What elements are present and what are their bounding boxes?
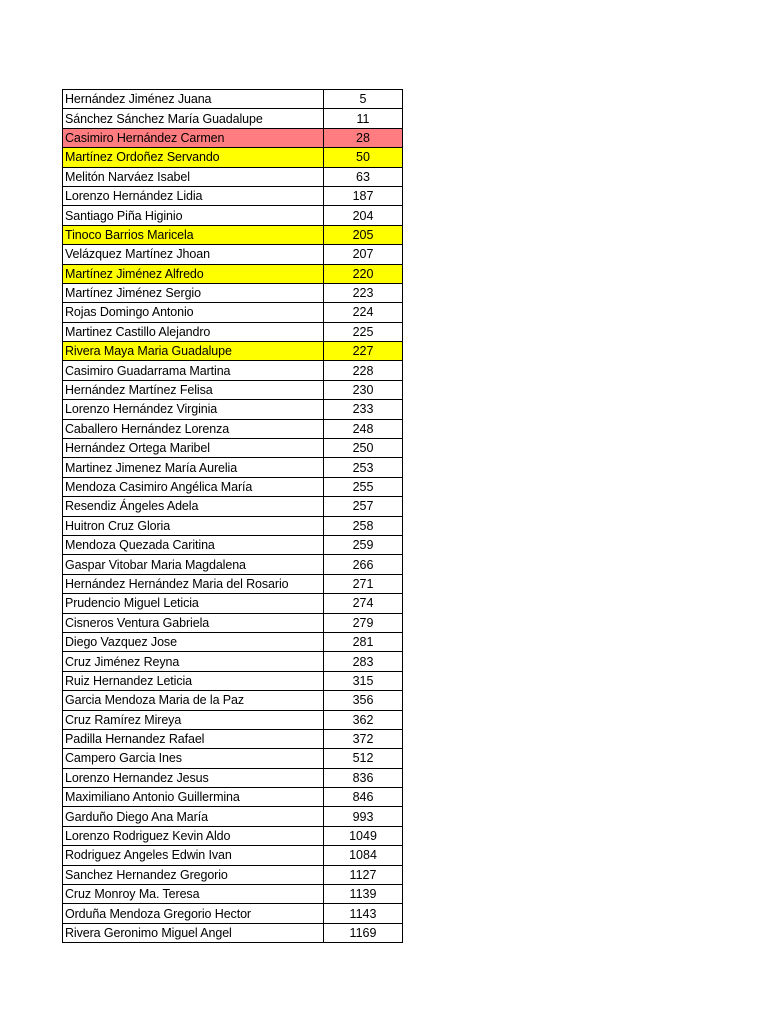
table-row xyxy=(63,788,403,807)
name-cell[interactable]: Caballero Hernández Lorenza xyxy=(63,419,324,438)
name-cell[interactable]: Velázquez Martínez Jhoan xyxy=(63,245,324,264)
number-cell[interactable]: 187 xyxy=(324,186,403,205)
table-row xyxy=(63,148,403,167)
table-row xyxy=(63,322,403,341)
names-table-body xyxy=(63,90,403,943)
table-row xyxy=(63,807,403,826)
name-cell[interactable]: Gaspar Vitobar Maria Magdalena xyxy=(63,555,324,574)
table-row xyxy=(63,613,403,632)
number-cell[interactable]: 258 xyxy=(324,516,403,535)
name-cell[interactable]: Santiago Piña Higinio xyxy=(63,206,324,225)
number-cell[interactable]: 207 xyxy=(324,245,403,264)
name-cell[interactable]: Sanchez Hernandez Gregorio xyxy=(63,865,324,884)
names-table xyxy=(62,89,403,943)
table-row xyxy=(63,128,403,147)
name-cell[interactable]: Lorenzo Hernández Virginia xyxy=(63,400,324,419)
number-cell[interactable]: 255 xyxy=(324,477,403,496)
name-cell[interactable]: Rojas Domingo Antonio xyxy=(63,303,324,322)
name-cell[interactable]: Martínez Jiménez Sergio xyxy=(63,283,324,302)
name-cell[interactable]: Garduño Diego Ana María xyxy=(63,807,324,826)
table-row xyxy=(63,652,403,671)
table-row xyxy=(63,225,403,244)
number-cell[interactable]: 253 xyxy=(324,458,403,477)
name-cell[interactable]: Cruz Ramírez Mireya xyxy=(63,710,324,729)
number-cell[interactable]: 205 xyxy=(324,225,403,244)
table-row xyxy=(63,865,403,884)
table-row xyxy=(63,439,403,458)
table-row xyxy=(63,749,403,768)
number-cell[interactable]: 50 xyxy=(324,148,403,167)
number-cell[interactable]: 224 xyxy=(324,303,403,322)
table-row xyxy=(63,303,403,322)
name-cell[interactable]: Padilla Hernandez Rafael xyxy=(63,729,324,748)
name-cell[interactable]: Sánchez Sánchez María Guadalupe xyxy=(63,109,324,128)
number-cell[interactable]: 1143 xyxy=(324,904,403,923)
number-cell[interactable]: 228 xyxy=(324,361,403,380)
table-row xyxy=(63,497,403,516)
name-cell[interactable]: Mendoza Casimiro Angélica María xyxy=(63,477,324,496)
name-cell[interactable]: Cruz Jiménez Reyna xyxy=(63,652,324,671)
name-cell[interactable]: Casimiro Hernández Carmen xyxy=(63,128,324,147)
table-row xyxy=(63,400,403,419)
table-row xyxy=(63,361,403,380)
name-cell[interactable]: Garcia Mendoza Maria de la Paz xyxy=(63,691,324,710)
name-cell[interactable]: Ruiz Hernandez Leticia xyxy=(63,671,324,690)
number-cell[interactable]: 250 xyxy=(324,439,403,458)
name-cell[interactable]: Hernández Hernández Maria del Rosario xyxy=(63,574,324,593)
name-cell[interactable]: Lorenzo Hernández Lidia xyxy=(63,186,324,205)
number-cell[interactable]: 993 xyxy=(324,807,403,826)
table-row xyxy=(63,632,403,651)
number-cell[interactable]: 846 xyxy=(324,788,403,807)
table-row xyxy=(63,904,403,923)
table-row xyxy=(63,477,403,496)
name-cell[interactable]: Rivera Maya Maria Guadalupe xyxy=(63,342,324,361)
number-cell[interactable]: 1169 xyxy=(324,923,403,942)
number-cell[interactable]: 259 xyxy=(324,535,403,554)
name-cell[interactable]: Mendoza Quezada Caritina xyxy=(63,535,324,554)
number-cell[interactable]: 315 xyxy=(324,671,403,690)
table-row xyxy=(63,245,403,264)
name-cell[interactable]: Melitón Narváez Isabel xyxy=(63,167,324,186)
table-row xyxy=(63,535,403,554)
table-row xyxy=(63,594,403,613)
table-row xyxy=(63,206,403,225)
table-row xyxy=(63,109,403,128)
table-row xyxy=(63,167,403,186)
table-row xyxy=(63,768,403,787)
number-cell[interactable]: 230 xyxy=(324,380,403,399)
number-cell[interactable]: 1127 xyxy=(324,865,403,884)
number-cell[interactable]: 257 xyxy=(324,497,403,516)
number-cell[interactable]: 1139 xyxy=(324,885,403,904)
table-row xyxy=(63,826,403,845)
name-cell[interactable]: Resendiz Ángeles Adela xyxy=(63,497,324,516)
table-row xyxy=(63,419,403,438)
number-cell[interactable]: 223 xyxy=(324,283,403,302)
number-cell[interactable]: 63 xyxy=(324,167,403,186)
name-cell[interactable]: Campero Garcia Ines xyxy=(63,749,324,768)
number-cell[interactable]: 274 xyxy=(324,594,403,613)
number-cell[interactable]: 512 xyxy=(324,749,403,768)
table-row xyxy=(63,885,403,904)
name-cell[interactable]: Martinez Castillo Alejandro xyxy=(63,322,324,341)
number-cell[interactable]: 248 xyxy=(324,419,403,438)
table-row xyxy=(63,264,403,283)
table-row xyxy=(63,691,403,710)
number-cell[interactable]: 225 xyxy=(324,322,403,341)
table-row xyxy=(63,283,403,302)
table-row xyxy=(63,671,403,690)
table-row xyxy=(63,729,403,748)
table-row xyxy=(63,710,403,729)
table-row xyxy=(63,516,403,535)
name-cell[interactable]: Hernández Jiménez Juana xyxy=(63,90,324,109)
name-cell[interactable]: Hernández Ortega Maribel xyxy=(63,439,324,458)
name-cell[interactable]: Martínez Ordoñez Servando xyxy=(63,148,324,167)
table-row xyxy=(63,923,403,942)
number-cell[interactable]: 233 xyxy=(324,400,403,419)
number-cell[interactable]: 362 xyxy=(324,710,403,729)
table-row xyxy=(63,342,403,361)
name-cell[interactable]: Lorenzo Hernandez Jesus xyxy=(63,768,324,787)
table-row xyxy=(63,90,403,109)
table-row xyxy=(63,555,403,574)
name-cell[interactable]: Diego Vazquez Jose xyxy=(63,632,324,651)
name-cell[interactable]: Lorenzo Rodriguez Kevin Aldo xyxy=(63,826,324,845)
number-cell[interactable]: 271 xyxy=(324,574,403,593)
number-cell[interactable]: 5 xyxy=(324,90,403,109)
name-cell[interactable]: Rodriguez Angeles Edwin Ivan xyxy=(63,846,324,865)
name-cell[interactable]: Tinoco Barrios Maricela xyxy=(63,225,324,244)
number-cell[interactable]: 283 xyxy=(324,652,403,671)
number-cell[interactable]: 279 xyxy=(324,613,403,632)
number-cell[interactable]: 836 xyxy=(324,768,403,787)
number-cell[interactable]: 266 xyxy=(324,555,403,574)
number-cell[interactable]: 28 xyxy=(324,128,403,147)
name-cell[interactable]: Cruz Monroy Ma. Teresa xyxy=(63,885,324,904)
number-cell[interactable]: 1049 xyxy=(324,826,403,845)
number-cell[interactable]: 204 xyxy=(324,206,403,225)
table-row xyxy=(63,574,403,593)
name-cell[interactable]: Prudencio Miguel Leticia xyxy=(63,594,324,613)
number-cell[interactable]: 281 xyxy=(324,632,403,651)
name-cell[interactable]: Maximiliano Antonio Guillermina xyxy=(63,788,324,807)
name-cell[interactable]: Huitron Cruz Gloria xyxy=(63,516,324,535)
table-row xyxy=(63,458,403,477)
name-cell[interactable]: Rivera Geronimo Miguel Angel xyxy=(63,923,324,942)
number-cell[interactable]: 372 xyxy=(324,729,403,748)
number-cell[interactable]: 11 xyxy=(324,109,403,128)
name-cell[interactable]: Orduña Mendoza Gregorio Hector xyxy=(63,904,324,923)
number-cell[interactable]: 220 xyxy=(324,264,403,283)
number-cell[interactable]: 227 xyxy=(324,342,403,361)
table-row xyxy=(63,846,403,865)
number-cell[interactable]: 356 xyxy=(324,691,403,710)
name-cell[interactable]: Martínez Jiménez Alfredo xyxy=(63,264,324,283)
table-row xyxy=(63,186,403,205)
number-cell[interactable]: 1084 xyxy=(324,846,403,865)
name-cell[interactable]: Martinez Jimenez María Aurelia xyxy=(63,458,324,477)
name-cell[interactable]: Hernández Martínez Felisa xyxy=(63,380,324,399)
name-cell[interactable]: Casimiro Guadarrama Martina xyxy=(63,361,324,380)
table-row xyxy=(63,380,403,399)
name-cell[interactable]: Cisneros Ventura Gabriela xyxy=(63,613,324,632)
